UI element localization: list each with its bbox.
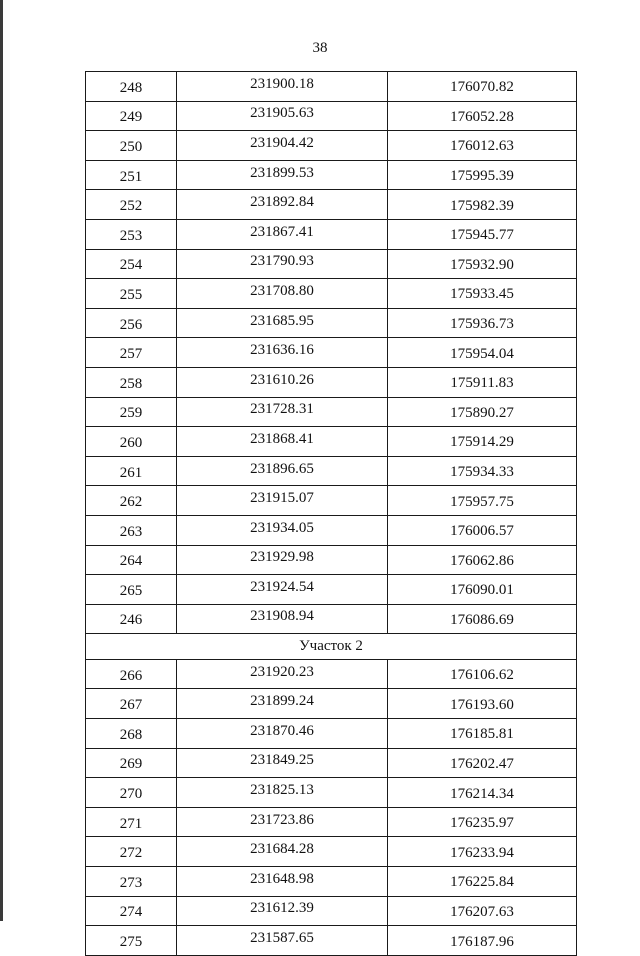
point-number-cell: 252 xyxy=(86,190,177,220)
table-row xyxy=(86,748,577,778)
point-number-cell: 249 xyxy=(86,101,177,131)
y-coordinate-cell: 176202.47 xyxy=(388,748,577,778)
table-row xyxy=(86,778,577,808)
x-coordinate-cell: 231899.53 xyxy=(177,160,388,190)
x-coordinate-cell: 231636.16 xyxy=(177,338,388,368)
point-number-cell: 262 xyxy=(86,486,177,516)
point-number-cell: 264 xyxy=(86,545,177,575)
point-number-cell: 255 xyxy=(86,279,177,309)
x-coordinate-cell: 231900.18 xyxy=(177,72,388,102)
x-coordinate-cell: 231929.98 xyxy=(177,545,388,575)
x-coordinate-cell: 231924.54 xyxy=(177,575,388,605)
y-coordinate-cell: 176070.82 xyxy=(388,72,577,102)
table-row xyxy=(86,249,577,279)
x-coordinate-cell: 231892.84 xyxy=(177,190,388,220)
point-number-cell: 263 xyxy=(86,515,177,545)
point-number-cell: 259 xyxy=(86,397,177,427)
x-coordinate-cell: 231899.24 xyxy=(177,689,388,719)
point-number-cell: 274 xyxy=(86,896,177,926)
table-row xyxy=(86,456,577,486)
y-coordinate-cell: 176052.28 xyxy=(388,101,577,131)
point-number-cell: 250 xyxy=(86,131,177,161)
y-coordinate-cell: 175936.73 xyxy=(388,308,577,338)
point-number-cell: 251 xyxy=(86,160,177,190)
y-coordinate-cell: 176235.97 xyxy=(388,807,577,837)
y-coordinate-cell: 175890.27 xyxy=(388,397,577,427)
x-coordinate-cell: 231790.93 xyxy=(177,249,388,279)
x-coordinate-cell: 231587.65 xyxy=(177,926,388,956)
point-number-cell: 258 xyxy=(86,367,177,397)
y-coordinate-cell: 176106.62 xyxy=(388,659,577,689)
point-number-cell: 248 xyxy=(86,72,177,102)
x-coordinate-cell: 231904.42 xyxy=(177,131,388,161)
x-coordinate-cell: 231920.23 xyxy=(177,659,388,689)
point-number-cell: 260 xyxy=(86,427,177,457)
point-number-cell: 272 xyxy=(86,837,177,867)
y-coordinate-cell: 176006.57 xyxy=(388,515,577,545)
y-coordinate-cell: 175933.45 xyxy=(388,279,577,309)
point-number-cell: 273 xyxy=(86,867,177,897)
x-coordinate-cell: 231870.46 xyxy=(177,719,388,749)
table-row xyxy=(86,515,577,545)
x-coordinate-cell: 231612.39 xyxy=(177,896,388,926)
point-number-cell: 256 xyxy=(86,308,177,338)
point-number-cell: 269 xyxy=(86,748,177,778)
table-section-header xyxy=(86,634,577,660)
point-number-cell: 275 xyxy=(86,926,177,956)
y-coordinate-cell: 175982.39 xyxy=(388,190,577,220)
x-coordinate-cell: 231728.31 xyxy=(177,397,388,427)
x-coordinate-cell: 231868.41 xyxy=(177,427,388,457)
table-row xyxy=(86,867,577,897)
x-coordinate-cell: 231825.13 xyxy=(177,778,388,808)
table-row xyxy=(86,338,577,368)
table-row xyxy=(86,160,577,190)
table-row xyxy=(86,689,577,719)
x-coordinate-cell: 231648.98 xyxy=(177,867,388,897)
y-coordinate-cell: 176233.94 xyxy=(388,837,577,867)
table-row xyxy=(86,308,577,338)
y-coordinate-cell: 176225.84 xyxy=(388,867,577,897)
x-coordinate-cell: 231723.86 xyxy=(177,807,388,837)
table-row xyxy=(86,397,577,427)
x-coordinate-cell: 231684.28 xyxy=(177,837,388,867)
y-coordinate-cell: 175945.77 xyxy=(388,219,577,249)
y-coordinate-cell: 175957.75 xyxy=(388,486,577,516)
section-title: Участок 2 xyxy=(86,634,577,660)
point-number-cell: 261 xyxy=(86,456,177,486)
x-coordinate-cell: 231867.41 xyxy=(177,219,388,249)
x-coordinate-cell: 231685.95 xyxy=(177,308,388,338)
coordinates-table xyxy=(85,71,577,956)
table-row xyxy=(86,131,577,161)
table-row xyxy=(86,575,577,605)
table-row xyxy=(86,545,577,575)
table-body-part2 xyxy=(86,659,577,955)
x-coordinate-cell: 231610.26 xyxy=(177,367,388,397)
y-coordinate-cell: 176214.34 xyxy=(388,778,577,808)
table-row xyxy=(86,279,577,309)
y-coordinate-cell: 176062.86 xyxy=(388,545,577,575)
point-number-cell: 270 xyxy=(86,778,177,808)
x-coordinate-cell: 231849.25 xyxy=(177,748,388,778)
y-coordinate-cell: 175934.33 xyxy=(388,456,577,486)
table-row xyxy=(86,896,577,926)
y-coordinate-cell: 176086.69 xyxy=(388,604,577,634)
page-number: 38 xyxy=(312,40,328,56)
x-coordinate-cell: 231908.94 xyxy=(177,604,388,634)
y-coordinate-cell: 175914.29 xyxy=(388,427,577,457)
point-number-cell: 268 xyxy=(86,719,177,749)
table-row xyxy=(86,72,577,102)
section-row xyxy=(86,634,577,660)
x-coordinate-cell: 231915.07 xyxy=(177,486,388,516)
point-number-cell: 265 xyxy=(86,575,177,605)
y-coordinate-cell: 176185.81 xyxy=(388,719,577,749)
point-number-cell: 253 xyxy=(86,219,177,249)
table-row xyxy=(86,427,577,457)
y-coordinate-cell: 176193.60 xyxy=(388,689,577,719)
point-number-cell: 257 xyxy=(86,338,177,368)
y-coordinate-cell: 175932.90 xyxy=(388,249,577,279)
y-coordinate-cell: 175911.83 xyxy=(388,367,577,397)
y-coordinate-cell: 176207.63 xyxy=(388,896,577,926)
point-number-cell: 266 xyxy=(86,659,177,689)
table-row xyxy=(86,604,577,634)
scan-edge xyxy=(0,0,3,921)
table-row xyxy=(86,837,577,867)
table-row xyxy=(86,926,577,956)
table-row xyxy=(86,807,577,837)
x-coordinate-cell: 231934.05 xyxy=(177,515,388,545)
table-row xyxy=(86,486,577,516)
table-row xyxy=(86,219,577,249)
x-coordinate-cell: 231905.63 xyxy=(177,101,388,131)
table-row xyxy=(86,101,577,131)
y-coordinate-cell: 176090.01 xyxy=(388,575,577,605)
y-coordinate-cell: 175954.04 xyxy=(388,338,577,368)
table-body-part1 xyxy=(86,72,577,634)
point-number-cell: 267 xyxy=(86,689,177,719)
y-coordinate-cell: 176012.63 xyxy=(388,131,577,161)
point-number-cell: 246 xyxy=(86,604,177,634)
table-row xyxy=(86,367,577,397)
y-coordinate-cell: 175995.39 xyxy=(388,160,577,190)
x-coordinate-cell: 231708.80 xyxy=(177,279,388,309)
point-number-cell: 271 xyxy=(86,807,177,837)
y-coordinate-cell: 176187.96 xyxy=(388,926,577,956)
table-row xyxy=(86,719,577,749)
table-row xyxy=(86,190,577,220)
point-number-cell: 254 xyxy=(86,249,177,279)
table-row xyxy=(86,659,577,689)
x-coordinate-cell: 231896.65 xyxy=(177,456,388,486)
